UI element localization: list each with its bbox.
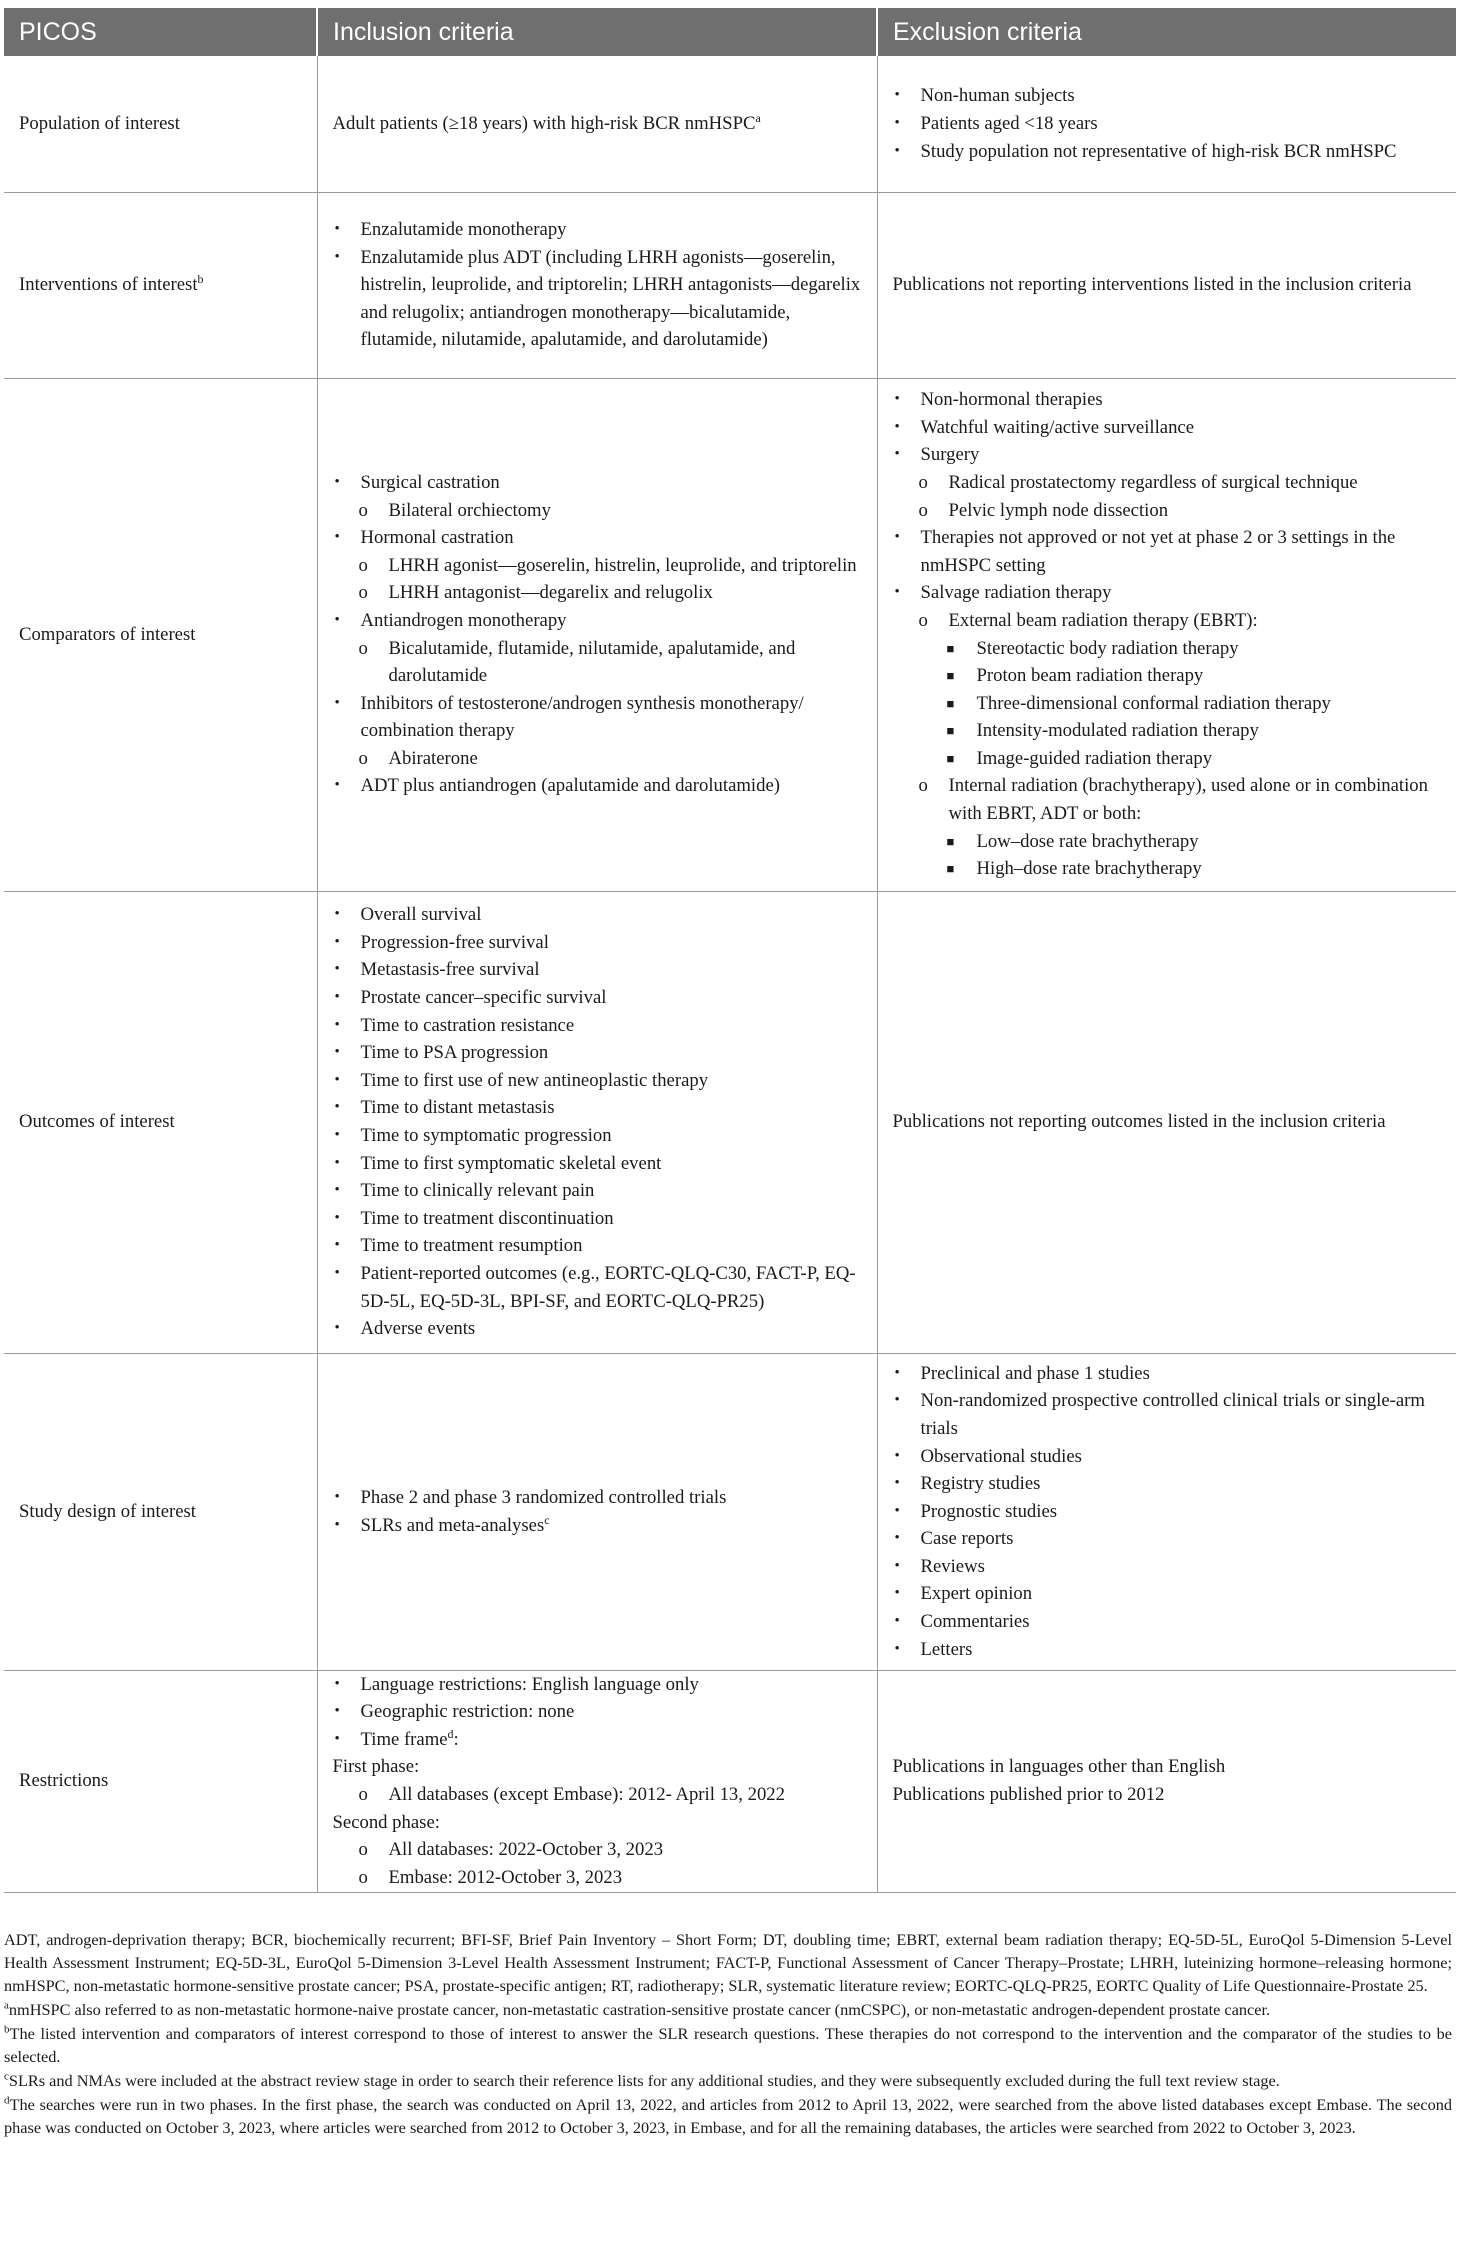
list-item: o LHRH agonist—goserelin, histrelin, leuprolide, and triptorelin bbox=[333, 552, 865, 580]
list-item: o External beam radiation therapy (EBRT): bbox=[893, 607, 1445, 635]
list-item: • Time to castration resistance bbox=[333, 1012, 865, 1040]
footnote-a: $^a$nmHSPC also referred to as non-metastatic hormone-naive prostate cancer, non-metastatic castration-sensitive prostate cancer (nmCSPC), or non-metastatic androgen-dependent prostate cancer. bbox=[4, 1999, 1271, 2019]
row-label: Comparators of interest bbox=[4, 378, 317, 891]
list-item: o All databases (except Embase): 2012- April 13, 2022 bbox=[333, 1781, 865, 1809]
list-item: • Registry studies bbox=[893, 1470, 1445, 1498]
list-item: • Overall survival bbox=[333, 901, 865, 929]
list-item: • Reviews bbox=[893, 1553, 1445, 1581]
list-item: • Time to first use of new antineoplastic therapy bbox=[333, 1067, 865, 1095]
exclusion-cell bbox=[877, 56, 1456, 192]
inclusion-cell bbox=[317, 192, 877, 378]
table-header-row bbox=[4, 8, 1456, 56]
row-label: Study design of interest bbox=[4, 1353, 317, 1670]
list-item: o Radical prostatectomy regardless of surgical technique bbox=[893, 469, 1445, 497]
row-label: Restrictions bbox=[4, 1670, 317, 1892]
inclusion-cell bbox=[317, 378, 877, 891]
list-item: • Time to treatment resumption bbox=[333, 1232, 865, 1260]
table-row-study-design bbox=[4, 1353, 1456, 1670]
list-item: • Preclinical and phase 1 studies bbox=[893, 1360, 1445, 1388]
list-item: o All databases: 2022-October 3, 2023 bbox=[333, 1836, 865, 1864]
footnote-d: $^d$The searches were run in two phases. In the first phase, the search was conducted on April 13, 2022, and articles from 2012 to April 13, 2022, were searched from the above listed databases except Embase. The second phase was conducted on October 3, 2023, where articles were searched from 2012 to October 3, 2023, in Embase, and for all the remaining databases, the articles were searched from 2022 to October 3, 2023. bbox=[4, 2094, 1452, 2137]
exclusion-line: Publications in languages other than English bbox=[892, 1756, 1226, 1778]
list-item: • Study population not representative of high-risk BCR nmHSPC bbox=[893, 138, 1445, 166]
header-picos: PICOS bbox=[4, 8, 317, 56]
exclusion-cell bbox=[877, 1353, 1456, 1670]
exclusion-line: Publications published prior to 2012 bbox=[892, 1784, 1165, 1805]
list-item: • Time frame$^d$: bbox=[333, 1726, 865, 1754]
inclusion-cell bbox=[317, 891, 877, 1353]
footnote-abbreviations: ADT, androgen-deprivation therapy; BCR, biochemically recurrent; BFI-SF, Brief Pain Inventory – Short Form; DT, doubling time; EBRT, external beam radiation therapy; EQ-5D-5L, EuroQol 5-Dimension 5-Level Health Assessment Instrument; EQ-5D-3L, EuroQol 5-Dimension 3-Level Health Assessment Instrument; FACT-P, Functional Assessment of Cancer Therapy–Prostate; LHRH, luteinizing hormone–releasing hormone; nmHSPC, non-metastatic hormone-sensitive prostate cancer; PSA, prostate-specific antigen; RT, radiotherapy; SLR, systematic literature review; EORTC-QLQ-PR25, EORTC Quality of Life Questionnaire-Prostate 25. bbox=[4, 1930, 1452, 1995]
list-item: • Expert opinion bbox=[893, 1580, 1445, 1608]
list-item: o Internal radiation (brachytherapy), used alone or in combination with EBRT, ADT or both: bbox=[893, 772, 1445, 827]
list-item: • Letters bbox=[893, 1636, 1445, 1664]
list-item: • Hormonal castration bbox=[333, 524, 865, 552]
list-item: • Time to PSA progression bbox=[333, 1039, 865, 1067]
exclusion-cell bbox=[877, 1670, 1456, 1892]
list-item: o Abiraterone bbox=[333, 745, 865, 773]
list-item: • Commentaries bbox=[893, 1608, 1445, 1636]
list-item: • Watchful waiting/active surveillance bbox=[893, 414, 1445, 442]
footnote-c: $^c$SLRs and NMAs were included at the abstract review stage in order to search their reference lists for any additional studies, and they were subsequently excluded during the full text review stage. bbox=[4, 2070, 1280, 2090]
list-item: ■ Three-dimensional conformal radiation therapy bbox=[893, 690, 1445, 718]
list-item: o Bilateral orchiectomy bbox=[333, 497, 865, 525]
table-row-restrictions bbox=[4, 1670, 1456, 1892]
list-item: • Adverse events bbox=[333, 1315, 865, 1343]
row-label: Population of interest bbox=[4, 56, 317, 192]
list-item: • Patient-reported outcomes (e.g., EORTC-QLQ-C30, FACT-P, EQ-5D-5L, EQ-5D-3L, BPI-SF, and EORTC-QLQ-PR25) bbox=[333, 1260, 865, 1315]
list-item: ■ Proton beam radiation therapy bbox=[893, 662, 1445, 690]
list-item: o Bicalutamide, flutamide, nilutamide, apalutamide, and darolutamide bbox=[333, 635, 865, 690]
list-item: • Prognostic studies bbox=[893, 1498, 1445, 1526]
row-label: Interventions of interest$^b$ bbox=[4, 192, 317, 378]
exclusion-cell: Publications not reporting interventions listed in the inclusion criteria bbox=[877, 192, 1456, 378]
list-item: • Patients aged <18 years bbox=[893, 110, 1445, 138]
list-item: • Prostate cancer–specific survival bbox=[333, 984, 865, 1012]
picos-table bbox=[4, 8, 1456, 1893]
list-item: • Geographic restriction: none bbox=[333, 1698, 865, 1726]
list-item: • Enzalutamide monotherapy bbox=[333, 216, 865, 244]
list-item: First phase: bbox=[332, 1756, 420, 1778]
list-item: • Antiandrogen monotherapy bbox=[333, 607, 865, 635]
list-item: • Non-hormonal therapies bbox=[893, 386, 1445, 414]
list-item: • Salvage radiation therapy bbox=[893, 579, 1445, 607]
list-item: • Case reports bbox=[893, 1525, 1445, 1553]
list-item: • Inhibitors of testosterone/androgen synthesis monotherapy/ combination therapy bbox=[333, 690, 865, 745]
list-item: • Time to treatment discontinuation bbox=[333, 1205, 865, 1233]
list-item: • Therapies not approved or not yet at phase 2 or 3 settings in the nmHSPC setting bbox=[893, 524, 1445, 579]
picos-table-container bbox=[4, 8, 1456, 1893]
list-item: • Surgery bbox=[893, 441, 1445, 469]
list-item: o Embase: 2012-October 3, 2023 bbox=[333, 1864, 865, 1892]
exclusion-cell: Publications not reporting outcomes listed in the inclusion criteria bbox=[877, 891, 1456, 1353]
list-item: • Surgical castration bbox=[333, 469, 865, 497]
list-item: ■ Stereotactic body radiation therapy bbox=[893, 635, 1445, 663]
list-item: • SLRs and meta-analyses$^c$ bbox=[333, 1512, 865, 1540]
exclusion-cell bbox=[877, 378, 1456, 891]
header-exclusion: Exclusion criteria bbox=[877, 8, 1456, 56]
list-item: ■ High–dose rate brachytherapy bbox=[893, 855, 1445, 883]
table-row-comparators bbox=[4, 378, 1456, 891]
list-item: ■ Low–dose rate brachytherapy bbox=[893, 828, 1445, 856]
row-label: Outcomes of interest bbox=[4, 891, 317, 1353]
list-item: o Pelvic lymph node dissection bbox=[893, 497, 1445, 525]
list-item: Second phase: bbox=[332, 1811, 440, 1833]
list-item: • Non-randomized prospective controlled clinical trials or single-arm trials bbox=[893, 1387, 1445, 1442]
table-row-population bbox=[4, 56, 1456, 192]
list-item: • Time to distant metastasis bbox=[333, 1094, 865, 1122]
list-item: • Time to first symptomatic skeletal event bbox=[333, 1150, 865, 1178]
inclusion-cell bbox=[317, 1353, 877, 1670]
table-row-outcomes bbox=[4, 891, 1456, 1353]
table-footnotes bbox=[4, 1928, 1452, 2140]
table-row-interventions bbox=[4, 192, 1456, 378]
list-item: • Observational studies bbox=[893, 1443, 1445, 1471]
list-item: • Metastasis-free survival bbox=[333, 956, 865, 984]
list-item: • ADT plus antiandrogen (apalutamide and darolutamide) bbox=[333, 772, 865, 800]
inclusion-cell: Adult patients (≥18 years) with high-risk BCR nmHSPC$^a$ bbox=[317, 56, 877, 192]
header-inclusion: Inclusion criteria bbox=[317, 8, 877, 56]
list-item: • Time to symptomatic progression bbox=[333, 1122, 865, 1150]
list-item: • Progression-free survival bbox=[333, 929, 865, 957]
list-item: • Language restrictions: English language only bbox=[333, 1671, 865, 1699]
list-item: ■ Image-guided radiation therapy bbox=[893, 745, 1445, 773]
list-item: • Phase 2 and phase 3 randomized controlled trials bbox=[333, 1484, 865, 1512]
inclusion-cell bbox=[317, 1670, 877, 1892]
footnote-b: $^b$The listed intervention and comparators of interest correspond to those of interest to answer the SLR research questions. These therapies do not correspond to the intervention and the comparator of the studies to be selected. bbox=[4, 2023, 1452, 2066]
list-item: ■ Intensity-modulated radiation therapy bbox=[893, 717, 1445, 745]
list-item: • Non-human subjects bbox=[893, 82, 1445, 110]
list-item: • Enzalutamide plus ADT (including LHRH agonists—goserelin, histrelin, leuprolide, and triptorelin; LHRH antagonists—degarelix and relugolix; antiandrogen monotherapy—bicalutamide, flutamide, nilutamide, apalutamide, and darolutamide) bbox=[333, 244, 865, 354]
list-item: • Time to clinically relevant pain bbox=[333, 1177, 865, 1205]
list-item: o LHRH antagonist—degarelix and relugolix bbox=[333, 579, 865, 607]
